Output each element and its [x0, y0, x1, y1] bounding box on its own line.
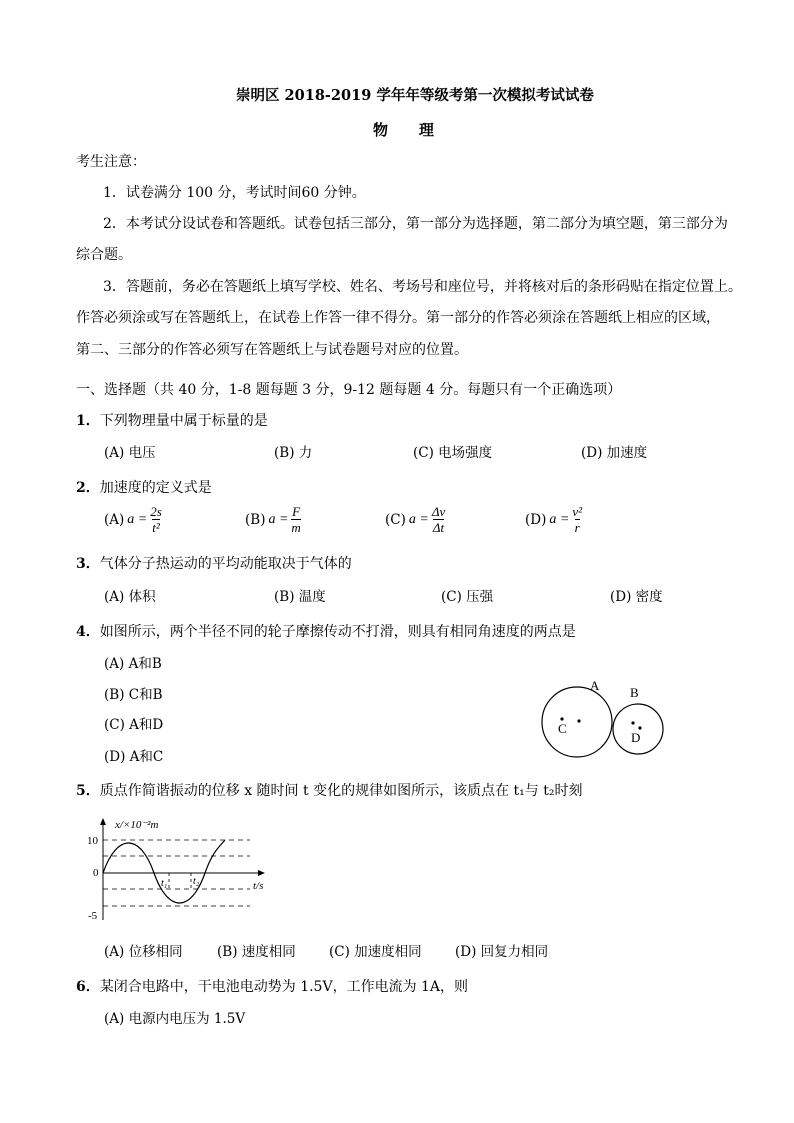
question-number: 4． [76, 624, 100, 640]
question-number: 1． [76, 413, 100, 429]
question-stem: 加速度的定义式是 [99, 480, 212, 496]
q1-option-a: (A) 电压 [104, 445, 156, 461]
option-label: (A) [104, 511, 125, 528]
q1-option-d: (D) 加速度 [581, 445, 648, 461]
question-number: 3． [76, 556, 100, 572]
formula-lhs: a = [268, 511, 289, 527]
q3-option-b: (B) 温度 [274, 589, 326, 605]
question-number: 6． [76, 979, 100, 995]
q3-option-a: (A) 体积 [104, 589, 156, 605]
q1-option-c: (C) 电场强度 [413, 445, 493, 461]
q2-option-d [525, 505, 582, 534]
tick-0: 0 [93, 867, 99, 879]
notice-item-3-line-2: 作答必须涂或写在答题纸上，在试卷上作答一律不得分。第一部分的作答必须涂在答题纸上相应的区域， [76, 310, 720, 326]
q2-option-c [385, 505, 445, 534]
subject-title: 物 理 [373, 121, 436, 139]
question-6 [76, 976, 468, 996]
question-stem: 质点作简谐振动的位移 x 随时间 t 变化的规律如图所示，该质点在 t₁与 t₂时刻 [99, 783, 583, 799]
denominator: Δt [432, 519, 445, 535]
formula-fraction [291, 505, 300, 534]
q4-option-b: (B) C和B [104, 687, 163, 703]
question-5 [76, 780, 582, 800]
formula-fraction [150, 505, 162, 534]
numerator: F [292, 504, 301, 519]
formula-lhs: a = [127, 511, 148, 527]
exam-title: 崇明区 2018-2019 学年年等级考第一次模拟考试试卷 [236, 87, 594, 104]
formula-fraction [572, 505, 582, 534]
notice-item-2-line-2: 综合题。 [76, 247, 132, 263]
denominator: m [291, 519, 301, 535]
q5-option-d: (D) 回复力相同 [455, 944, 549, 960]
option-label: (B) [245, 511, 266, 528]
y-axis-label: x/×10⁻²m [115, 819, 159, 831]
question-number: 2． [76, 480, 100, 496]
t2-label: t₂ [193, 876, 200, 887]
q5-option-b: (B) 速度相同 [217, 944, 296, 960]
numerator: Δv [431, 504, 446, 519]
large-wheel [542, 687, 612, 757]
sine-curve [103, 840, 225, 903]
q4-option-d: (D) A和C [104, 749, 164, 765]
small-wheel [613, 704, 663, 754]
friction-wheels-diagram [530, 670, 670, 770]
y-axis-arrow [100, 818, 106, 825]
question-stem: 某闭合电路中，干电池电动势为 1.5V，工作电流为 1A，则 [99, 979, 469, 995]
q2-option-a [104, 505, 162, 534]
question-stem: 如图所示，两个半径不同的轮子摩擦传动不打滑，则具有相同角速度的两点是 [99, 624, 576, 640]
label-d: D [631, 730, 641, 745]
x-axis-arrow [258, 870, 265, 876]
q6-option-a: (A) 电源内电压为 1.5V [104, 1011, 246, 1027]
question-1 [76, 410, 268, 430]
label-a: A [590, 678, 600, 693]
q5-option-a: (A) 位移相同 [104, 944, 183, 960]
question-stem: 下列物理量中属于标量的是 [99, 413, 268, 429]
label-c: C [558, 721, 567, 736]
option-label: (D) [525, 511, 547, 528]
q5-option-c: (C) 加速度相同 [329, 944, 422, 960]
formula-fraction [432, 505, 445, 534]
tick-10: 10 [87, 835, 98, 847]
q4-option-a: (A) A和B [104, 656, 162, 672]
notice-heading: 考生注意： [76, 154, 146, 170]
notice-item-1: 1．试卷满分 100 分，考试时间60 分钟。 [103, 185, 366, 201]
q3-option-d: (D) 密度 [610, 589, 663, 605]
q3-option-c: (C) 压强 [441, 589, 494, 605]
formula-lhs: a = [549, 511, 570, 527]
q2-option-b [245, 505, 301, 534]
question-3 [76, 553, 352, 573]
x-axis-label: t/s [253, 880, 264, 892]
small-wheel-center-dot [631, 721, 634, 724]
label-b: B [630, 685, 639, 700]
notice-item-2-line-1: 2．本考试分设试卷和答题纸。试卷包括三部分，第一部分为选择题，第二部分为填空题，第三部分为 [103, 216, 728, 232]
t1-label: t₁ [161, 878, 168, 889]
question-number: 5． [76, 783, 100, 799]
denominator: r [574, 519, 580, 535]
question-4 [76, 621, 576, 641]
q4-option-c: (C) A和D [104, 717, 164, 733]
q1-option-b: (B) 力 [274, 445, 313, 461]
notice-item-3-line-3: 第二、三部分的作答必须写在答题纸上与试卷题号对应的位置。 [76, 342, 468, 358]
formula-lhs: a = [408, 511, 429, 527]
numerator: v² [572, 504, 582, 519]
question-2 [76, 477, 212, 497]
large-wheel-center-dot [577, 719, 580, 722]
denominator: t² [152, 519, 160, 535]
notice-item-3-line-1: 3．答题前，务必在答题纸上填写学校、姓名、考场号和座位号，并将核对后的条形码贴在指定位置上。 [103, 279, 742, 295]
question-stem: 气体分子热运动的平均动能取决于气体的 [99, 556, 352, 572]
numerator: 2s [150, 504, 162, 519]
displacement-time-graph [85, 815, 285, 925]
section-1-heading: 一、选择题（共 40 分，1-8 题每题 3 分，9-12 题每题 4 分。每题只有一个正确选项） [76, 382, 622, 398]
tick-neg-5: -5 [88, 910, 98, 922]
option-label: (C) [385, 511, 406, 528]
